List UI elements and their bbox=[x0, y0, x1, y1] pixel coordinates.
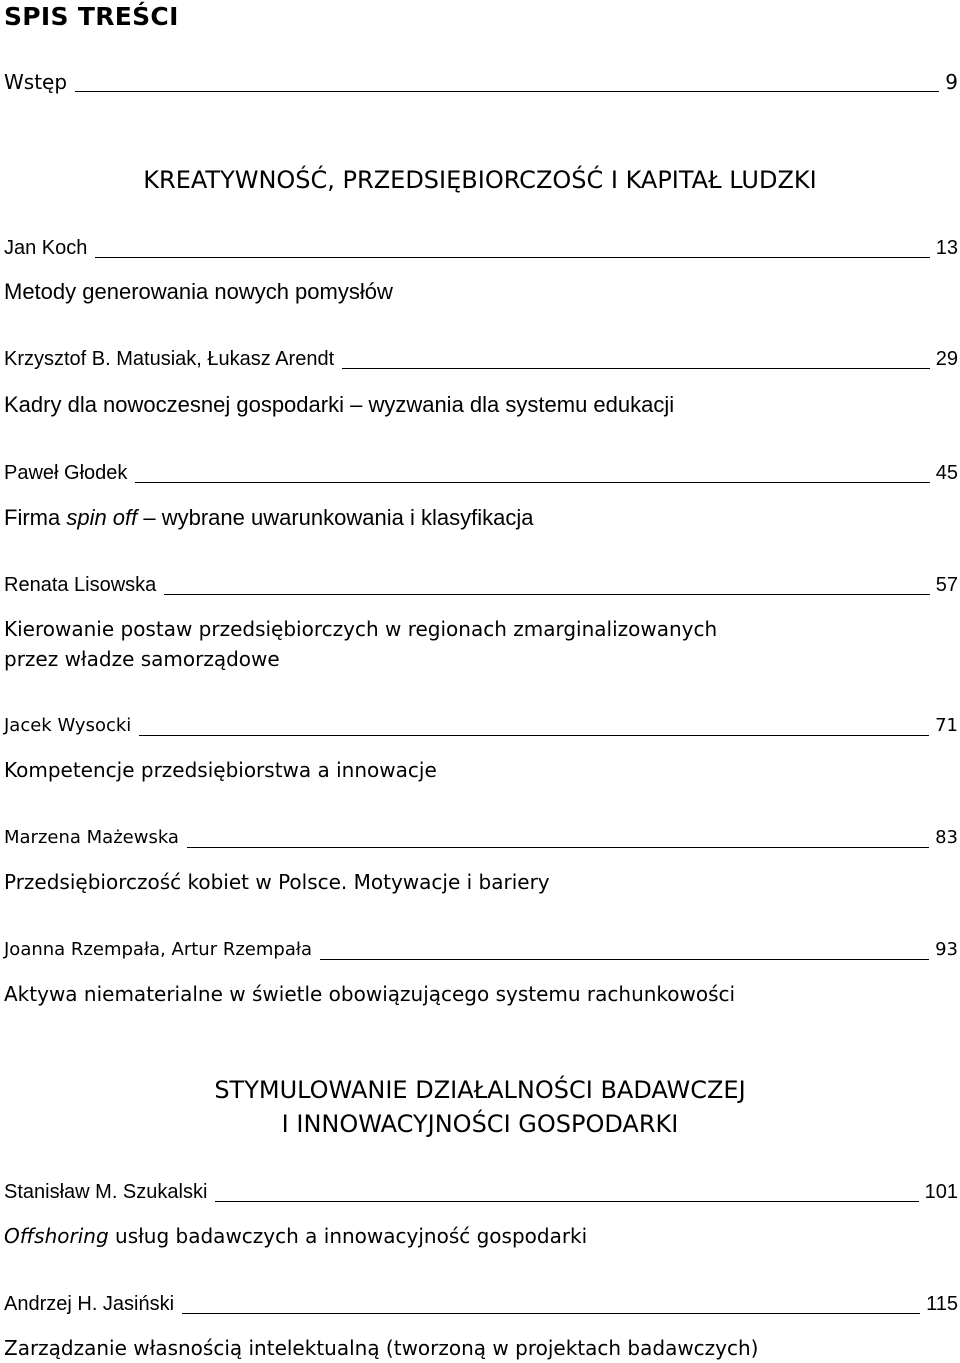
toc-intro-label: Wstęp bbox=[4, 70, 68, 94]
toc-entry-authors: Renata Lisowska bbox=[4, 574, 157, 596]
toc-entry-title-italic: spin off bbox=[66, 505, 138, 530]
toc-page-number: 93 bbox=[935, 939, 958, 960]
section-heading-1-title: KREATYWNOŚĆ, PRZEDSIĘBIORCZOŚĆ I KAPITAŁ LUDZKI bbox=[143, 166, 817, 194]
toc-leader-line bbox=[75, 91, 939, 92]
toc-page-number: 57 bbox=[935, 574, 958, 596]
toc-page-number: 71 bbox=[935, 715, 958, 736]
toc-page-number: 45 bbox=[935, 462, 958, 484]
toc-leader-line bbox=[164, 594, 929, 595]
toc-entry-authors: Stanisław M. Szukalski bbox=[4, 1181, 208, 1203]
toc-entry-authors: Jan Koch bbox=[4, 237, 88, 259]
toc-entry-title-suffix: – wybrane uwarunkowania i klasyfikacja bbox=[137, 505, 534, 530]
toc-entry-authors: Jacek Wysocki bbox=[4, 715, 132, 736]
toc-entry-author-row[interactable] bbox=[4, 826, 958, 850]
toc-leader-line bbox=[95, 257, 929, 258]
section-heading-2-line1: STYMULOWANIE DZIAŁALNOŚCI BADAWCZEJ bbox=[214, 1076, 746, 1104]
toc-entry-author-row[interactable] bbox=[4, 573, 958, 597]
toc-entry-authors: Marzena Mażewska bbox=[4, 827, 179, 848]
toc-entry-title-suffix: usług badawczych a innowacyjność gospodarki bbox=[108, 1224, 588, 1248]
section-heading-2-line2: I INNOWACYJNOŚCI GOSPODARKI bbox=[281, 1110, 679, 1138]
toc-entry-title-italic: Offshoring bbox=[4, 1224, 109, 1248]
toc-leader-line bbox=[182, 1313, 920, 1314]
toc-entry-authors: Paweł Głodek bbox=[4, 462, 128, 484]
toc-page-number: 29 bbox=[935, 348, 958, 370]
toc-entry-authors: Joanna Rzempała, Artur Rzempała bbox=[4, 939, 312, 960]
toc-entry-author-row[interactable] bbox=[4, 461, 958, 485]
toc-entry-title[interactable] bbox=[4, 1221, 954, 1251]
toc-entry-authors: Andrzej H. Jasiński bbox=[4, 1293, 175, 1315]
toc-entry-title-line2: przez władze samorządowe bbox=[4, 647, 280, 671]
toc-leader-line bbox=[139, 735, 929, 736]
toc-leader-line bbox=[215, 1201, 918, 1202]
toc-entry-title[interactable] bbox=[4, 614, 954, 674]
section-heading-1 bbox=[0, 163, 960, 197]
toc-entry-author-row[interactable] bbox=[4, 1292, 958, 1316]
toc-leader-line bbox=[187, 847, 929, 848]
toc-leader-line bbox=[135, 482, 929, 483]
toc-entry-title[interactable]: Zarządzanie własnością intelektualną (tworzoną w projektach badawczych) bbox=[4, 1336, 759, 1360]
toc-page-number: 9 bbox=[945, 70, 958, 94]
toc-entry-author-row[interactable] bbox=[4, 347, 958, 371]
toc-entry-title-line1: Kierowanie postaw przedsiębiorczych w regionach zmarginalizowanych bbox=[4, 617, 718, 641]
toc-entry-title[interactable]: Przedsiębiorczość kobiet w Polsce. Motywacje i bariery bbox=[4, 870, 550, 894]
toc-entry-title[interactable] bbox=[4, 503, 954, 533]
toc-entry-title[interactable]: Aktywa niematerialne w świetle obowiązującego systemu rachunkowości bbox=[4, 982, 736, 1006]
toc-page-number: 83 bbox=[935, 827, 958, 848]
toc-entry-title[interactable]: Kadry dla nowoczesnej gospodarki – wyzwania dla systemu edukacji bbox=[4, 392, 675, 417]
toc-entry-author-row[interactable] bbox=[4, 938, 958, 962]
toc-entry-title[interactable]: Kompetencje przedsiębiorstwa a innowacje bbox=[4, 758, 437, 782]
section-heading-2 bbox=[0, 1073, 960, 1141]
toc-leader-line bbox=[342, 368, 930, 369]
toc-page-number: 13 bbox=[935, 237, 958, 259]
toc-entry-author-row[interactable] bbox=[4, 1180, 958, 1204]
toc-entry-author-row[interactable] bbox=[4, 714, 958, 738]
toc-page-number: 101 bbox=[924, 1181, 958, 1203]
toc-leader-line bbox=[320, 959, 929, 960]
toc-entry-title-prefix: Firma bbox=[4, 505, 67, 530]
toc-entry-title[interactable]: Metody generowania nowych pomysłów bbox=[4, 279, 393, 304]
toc-intro-row[interactable] bbox=[4, 70, 958, 94]
toc-entry-authors: Krzysztof B. Matusiak, Łukasz Arendt bbox=[4, 348, 335, 370]
toc-page-number: 115 bbox=[926, 1293, 958, 1315]
toc-heading: SPIS TREŚCI bbox=[4, 2, 179, 31]
toc-entry-author-row[interactable] bbox=[4, 236, 958, 260]
